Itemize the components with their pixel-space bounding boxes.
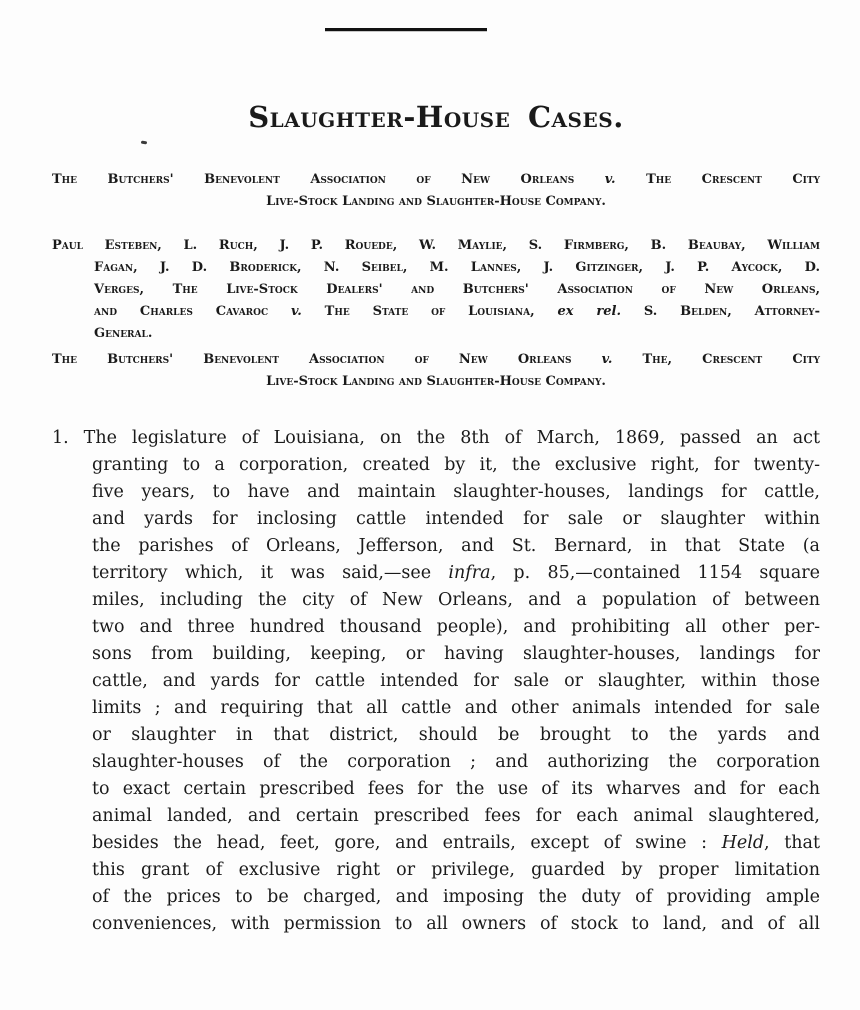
text-line: conveniences, with permission to all owners of stock to land, and of all [92,914,820,934]
text-line: The Butchers' Benevolent Association of New Orleans v. The, Crescent City [52,352,820,367]
case-caption-primary [52,169,820,213]
text-line: Fagan, J. D. Broderick, N. Seibel, M. Lannes, J. Gitzinger, J. P. Aycock, D. [94,260,820,275]
page-title: Slaughter-House Cases. [248,100,624,134]
text-line: limits ; and requiring that all cattle and other animals intended for sale [92,698,820,718]
text-line: Live-Stock Landing and Slaughter-House Company. [266,374,606,389]
text-line: General. [94,326,153,341]
headnote-paragraph [52,425,820,938]
text-line: animal landed, and certain prescribed fees for each animal slaughtered, [92,806,820,826]
case-caption-secondary [52,349,820,393]
text-line: or slaughter in that district, should be brought to the yards and [92,725,820,745]
text-line: The Butchers' Benevolent Association of New Orleans v. The Crescent City [52,172,820,187]
text-line: miles, including the city of New Orleans, and a population of between [92,590,820,610]
text-line: two and three hundred thousand people), and prohibiting all other per- [92,617,820,637]
text-line: and Charles Cavaroc v. The State of Louisiana, ex rel. S. Belden, Attorney- [94,304,820,319]
top-rule [325,28,487,31]
text-line: five years, to have and maintain slaughter-houses, landings for cattle, [92,482,820,502]
text-line: slaughter-houses of the corporation ; and authorizing the corporation [92,752,820,772]
text-line: besides the head, feet, gore, and entrails, except of swine : Held, that [92,833,820,853]
text-line: granting to a corporation, created by it, the exclusive right, for twenty- [92,455,820,475]
text-line: and yards for inclosing cattle intended for sale or slaughter within [92,509,820,529]
text-line: Paul Esteben, L. Ruch, J. P. Rouede, W. Maylie, S. Firmberg, B. Beaubay, William [52,238,820,253]
text-line: of the prices to be charged, and imposing the duty of providing ample [92,887,820,907]
text-line: territory which, it was said,—see infra, p. 85,—contained 1154 square [92,563,821,583]
text-line: to exact certain prescribed fees for the use of its wharves and for each [92,779,820,799]
text-line: cattle, and yards for cattle intended for sale or slaughter, within those [92,671,820,691]
text-line: this grant of exclusive right or privilege, guarded by proper limitation [92,860,820,880]
text-line: the parishes of Orleans, Jefferson, and St. Bernard, in that State (a [92,536,820,556]
text-line: sons from building, keeping, or having slaughter-houses, landings for [92,644,820,664]
text-line: Verges, The Live-Stock Dealers' and Butchers' Association of New Orleans, [94,282,820,297]
text-line: 1. The legislature of Louisiana, on the 8th of March, 1869, passed an act [52,428,820,448]
text-line: Live-Stock Landing and Slaughter-House Company. [266,194,606,209]
ink-speck [141,141,147,145]
case-caption-parties [52,235,820,345]
